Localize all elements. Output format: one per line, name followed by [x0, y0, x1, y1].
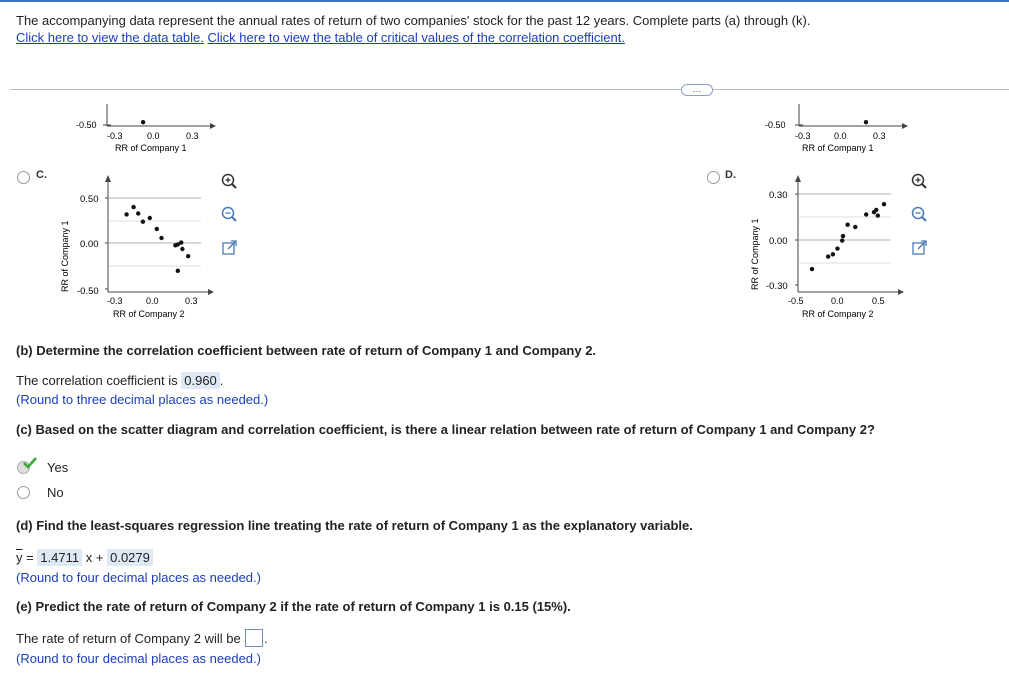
scatter-point: [876, 213, 880, 217]
top-accent-bar: [0, 0, 1009, 2]
scatter-point: [155, 227, 159, 231]
option-c-scatter-plot: [58, 172, 238, 324]
xtick-label: -0.3: [107, 296, 123, 306]
scatter-point: [179, 240, 183, 244]
x-axis-label: RR of Company 2: [802, 309, 874, 319]
x-axis-label: RR of Company 1: [802, 143, 874, 153]
part-e-hint: (Round to four decimal places as needed.): [16, 651, 261, 666]
x-axis-label: RR of Company 1: [115, 143, 187, 153]
ytick-label: -0.50: [76, 120, 97, 130]
part-e-answer-suffix: .: [264, 631, 268, 646]
rate-of-return-input[interactable]: [245, 629, 263, 647]
intercept-answer-field[interactable]: 0.0279: [107, 549, 153, 566]
xtick-label: -0.3: [795, 131, 811, 141]
option-d-radio[interactable]: [707, 171, 720, 184]
option-d-letter: D.: [725, 169, 736, 181]
x-axis-label: RR of Company 2: [113, 309, 185, 319]
zoom-in-icon[interactable]: [220, 172, 240, 192]
xtick-label: 0.0: [834, 131, 847, 141]
zoom-in-icon[interactable]: [910, 172, 930, 192]
data-links: [16, 30, 625, 45]
y-hat-symbol: $\overline{y}$: [16, 550, 23, 565]
scatter-point: [148, 216, 152, 220]
scatter-point: [159, 236, 163, 240]
scatter-point: [831, 252, 835, 256]
part-b-answer-suffix: .: [219, 373, 224, 388]
xtick-label: -0.5: [788, 296, 804, 306]
xtick-label: 0.0: [147, 131, 160, 141]
part-d-question: (d) Find the least-squares regression line treating the rate of return of Company 1 as the explanatory variable.: [16, 518, 693, 533]
part-e-answer-prefix: The rate of return of Company 2 will be: [16, 631, 241, 646]
y-axis-label: RR of Company 1: [60, 220, 70, 292]
zoom-out-icon[interactable]: [910, 205, 930, 225]
scatter-point: [131, 205, 135, 209]
ytick-label: -0.50: [77, 286, 99, 297]
xtick-label: 0.5: [872, 296, 885, 306]
choice-yes-label[interactable]: Yes: [47, 460, 69, 475]
no-radio[interactable]: [17, 486, 30, 499]
ytick-label: 0.30: [769, 190, 788, 201]
option-c-letter: C.: [36, 169, 47, 181]
scatter-point: [874, 208, 878, 212]
scatter-point: [840, 238, 844, 242]
scatter-point: [124, 212, 128, 216]
option-d-previous-plot: [752, 104, 922, 156]
option-c-previous-plot: [60, 104, 230, 156]
option-d-scatter-plot: [748, 172, 928, 324]
choice-no-label[interactable]: No: [47, 485, 64, 500]
ytick-label: 0.00: [80, 239, 99, 250]
ytick-label: 0.00: [769, 236, 788, 247]
scatter-point: [845, 223, 849, 227]
zoom-out-icon[interactable]: [220, 205, 240, 225]
correct-check-icon: [22, 456, 38, 470]
part-e-question: (e) Predict the rate of return of Company 2 if the rate of return of Company 1 is 0.15 (15%).: [16, 599, 571, 614]
part-d-hint: (Round to four decimal places as needed.): [16, 570, 261, 585]
scatter-point: [186, 254, 190, 258]
regression-equation: [16, 550, 153, 565]
scatter-point: [864, 212, 868, 216]
xtick-label: 0.0: [831, 296, 844, 306]
scatter-point: [141, 220, 145, 224]
option-c-radio[interactable]: [17, 171, 30, 184]
scatter-point: [826, 254, 830, 258]
x-plus-text: x +: [85, 550, 104, 565]
correlation-answer-field[interactable]: 0.960: [181, 372, 220, 389]
scatter-point: [864, 120, 868, 124]
view-critical-values-link[interactable]: Click here to view the table of critical values of the correlation coefficient.: [207, 30, 625, 45]
scatter-point: [136, 211, 140, 215]
scatter-point: [835, 246, 839, 250]
question-intro: The accompanying data represent the annual rates of return of two companies' stock for the past 12 years. Complete parts (a) through (k).: [16, 13, 811, 28]
slope-answer-field[interactable]: 1.4711: [37, 549, 82, 566]
open-in-new-window-icon[interactable]: [220, 238, 240, 258]
xtick-label: 0.3: [873, 131, 886, 141]
ytick-label: 0.50: [80, 194, 99, 205]
scatter-point: [882, 202, 886, 206]
y-axis-label: RR of Company 1: [750, 218, 760, 290]
scatter-point: [180, 247, 184, 251]
xtick-label: 0.3: [186, 131, 199, 141]
xtick-label: 0.0: [146, 296, 159, 306]
part-b-answer: [16, 373, 223, 388]
ytick-label: -0.50: [765, 120, 786, 130]
scatter-point: [141, 120, 145, 124]
scatter-point: [841, 234, 845, 238]
open-in-new-window-icon[interactable]: [910, 238, 930, 258]
ytick-label: -0.30: [766, 281, 788, 292]
part-c-question: (c) Based on the scatter diagram and correlation coefficient, is there a linear relation between rate of return of Company 1 and Company 2?: [16, 422, 875, 437]
part-b-answer-prefix: The correlation coefficient is: [16, 373, 178, 388]
section-divider: [10, 89, 1009, 90]
scatter-point: [176, 269, 180, 273]
part-b-hint: (Round to three decimal places as needed.): [16, 392, 269, 407]
xtick-label: -0.3: [107, 131, 123, 141]
xtick-label: 0.3: [185, 296, 198, 306]
part-b-question: (b) Determine the correlation coefficient between rate of return of Company 1 and Company 2.: [16, 343, 597, 358]
scatter-point: [810, 267, 814, 271]
scatter-point: [853, 225, 857, 229]
equals-sign: =: [26, 550, 34, 565]
view-data-table-link[interactable]: Click here to view the data table.: [16, 30, 204, 45]
more-button[interactable]: …: [681, 84, 713, 96]
